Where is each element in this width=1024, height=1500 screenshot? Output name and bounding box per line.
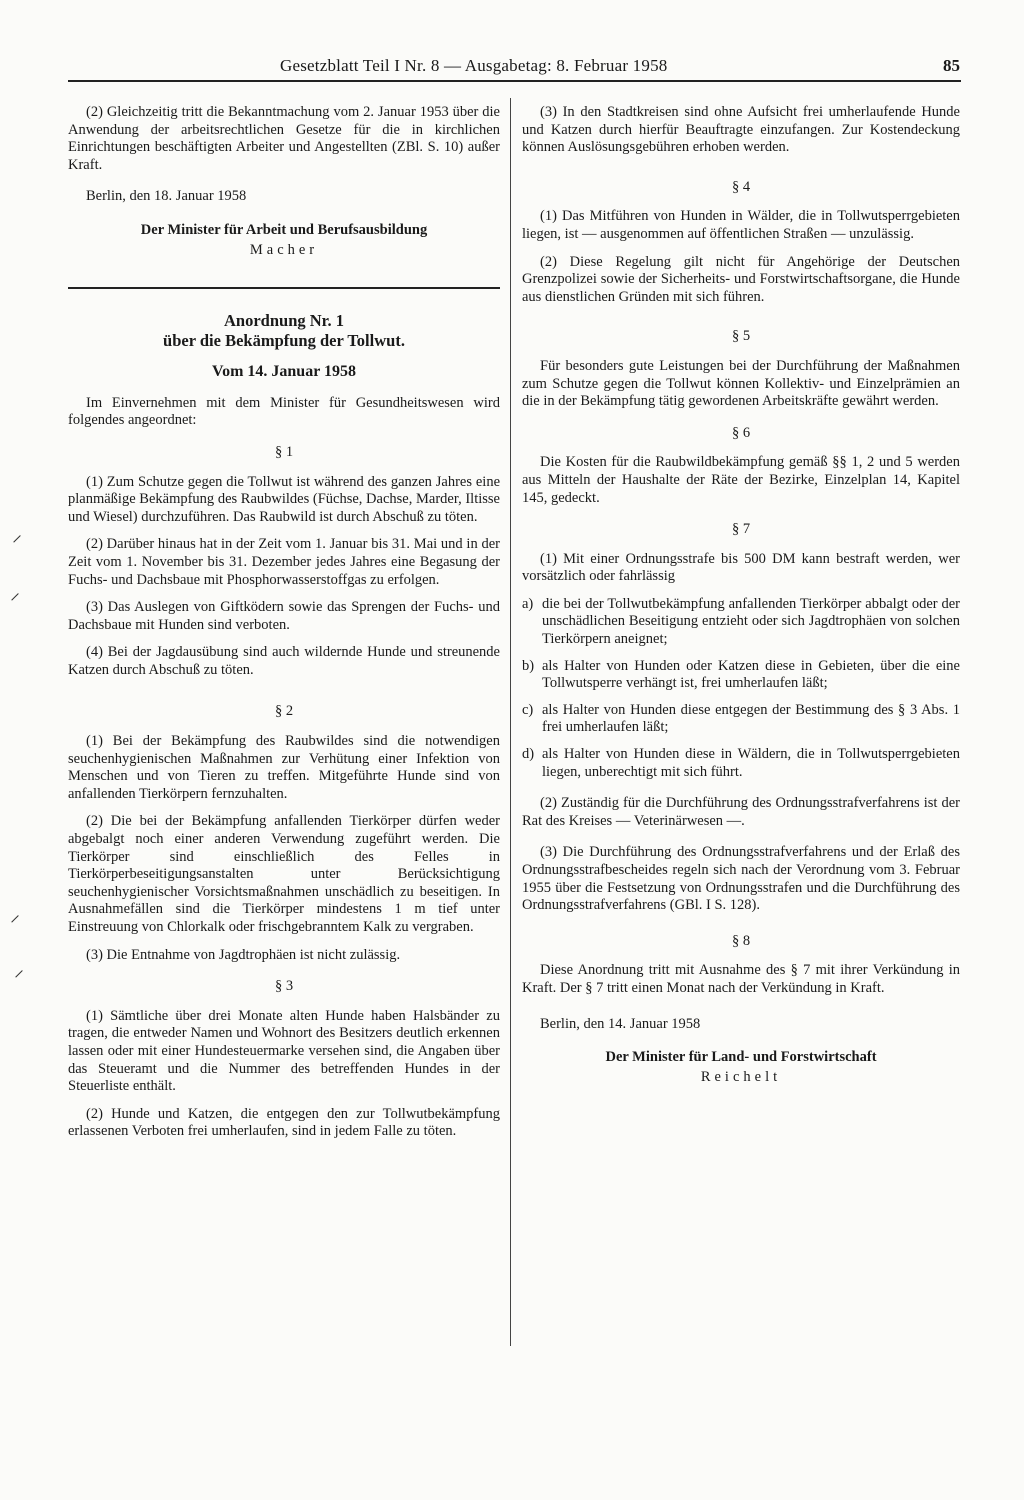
left-column (68, 104, 500, 1151)
paragraph: Die Kosten für die Raubwildbekämpfung gemäß §§ 1, 2 und 5 werden aus Mitteln der Haushalte der Räte der Bezirke, Einzelplan 14, Kapitel 145, gedeckt. (522, 454, 960, 506)
section-heading: § 8 (731, 932, 751, 949)
minister-title: Der Minister für Land- und Forstwirtschaft (605, 1049, 877, 1066)
paragraph: (1) Sämtliche über drei Monate alten Hunde haben Halsbänder zu tragen, die entweder Namen und Wohnort des Besitzers deutlich erkennen lassen oder mit einer Hundesteuermarke versehen sind, die Angaben über das Steueramt und die Nummer des betreffenden Hundes in der Steuerliste enthält. (68, 1007, 500, 1095)
paragraph: (3) In den Stadtkreisen sind ohne Aufsicht frei umherlaufende Hunde und Katzen durch hierfür Beauftragte einzufangen. Zur Kostendeckung können Auslösungsgebühren erhoben werden. (522, 104, 960, 156)
list-item (522, 746, 960, 781)
paragraph: Diese Anordnung tritt mit Ausnahme des § 7 mit ihrer Verkündung in Kraft. Der § 7 tritt einen Monat nach der Verkündung in Kraft. (522, 962, 960, 996)
page-header (250, 56, 960, 82)
minister-title: Der Minister für Arbeit und Berufsausbildung (140, 221, 428, 238)
header-title: Gesetzblatt Teil I Nr. 8 — Ausgabetag: 8. Februar 1958 (280, 56, 668, 75)
paragraph: (1) Das Mitführen von Hunden in Wälder, die in Tollwutsperrgebieten liegen, ist — ausgenommen auf öffentlichen Straßen — unzulässig. (522, 208, 960, 242)
list-item (522, 702, 960, 737)
minister-name: Macher (249, 241, 319, 258)
header-rule (68, 80, 961, 82)
paragraph: (2) Darüber hinaus hat in der Zeit vom 1. Januar bis 31. Mai und in der Zeit vom 1. November bis 31. Dezember jedes Jahres eine Begasung der Fuchs- und Dachsbaue mit Phosphorwasserstoffgas zu erfolgen. (68, 536, 500, 588)
paragraph: (1) Bei der Bekämpfung des Raubwildes sind die notwendigen seuchenhygienischen Maßnahmen zur Verhütung einer Infektion von Menschen und von Tieren zu treffen. Mitgeführte Hunde sind von anfallenden Tierkörpern fernzuhalten. (68, 733, 500, 802)
order-title-subject: über die Bekämpfung der Tollwut. (163, 331, 405, 351)
page-number: 85 (943, 56, 960, 75)
paragraph: (2) Diese Regelung gilt nicht für Angehörige der Deutschen Grenzpolizei sowie der Sicherheits- und Forstwirtschaftsorgane, die Hunde aus dienstlichen Gründen mit sich führen. (522, 253, 960, 305)
list-item-text: als Halter von Hunden diese in Wäldern, die in Tollwutsperrgebieten liegen, unberechtigt mit sich führt. (542, 746, 960, 780)
section-heading: § 2 (274, 703, 294, 720)
paragraph: (2) Hunde und Katzen, die entgegen den zur Tollwutbekämpfung erlassenen Verboten frei umherlaufen, sind in jedem Falle zu töten. (68, 1105, 500, 1140)
minister-name: Reichelt (700, 1068, 782, 1085)
list-item-label: d) (522, 746, 535, 763)
section-heading: § 1 (274, 443, 294, 460)
list-item (522, 596, 960, 649)
paragraph: (2) Gleichzeitig tritt die Bekanntmachung vom 2. Januar 1953 über die Anwendung der arbeitsrechtlichen Gesetze für die in kirchlichen Einrichtungen beschäftigten Arbeiter und Angestellten (ZBl. S. 10) außer Kraft. (68, 104, 500, 173)
order-title: Anordnung Nr. 1 (224, 311, 344, 331)
order-date: Vom 14. Januar 1958 (211, 363, 357, 381)
margin-mark: ⸝ (10, 902, 20, 926)
paragraph: Für besonders gute Leistungen bei der Durchführung der Maßnahmen zum Schutze gegen die Tollwut können Kollektiv- und Einzelprämien an die in der Bekämpfung tätig gewordenen Arbeitskräfte gewährt werden. (522, 357, 960, 410)
margin-mark: ⸝ (10, 580, 20, 604)
list-item (522, 658, 960, 693)
section-heading: § 4 (731, 178, 751, 195)
intro-paragraph: Im Einvernehmen mit dem Minister für Gesundheitswesen wird folgendes angeordnet: (68, 394, 500, 429)
section-rule (68, 287, 500, 289)
right-column (522, 104, 960, 1086)
list-item-text: die bei der Tollwutbekämpfung anfallenden Tierkörper abbalgt oder der unschädlichen Beseitigung entzieht oder sich Jagdtrophäen von solchen Tierkörpern aneignet; (542, 595, 960, 648)
list-item-text: als Halter von Hunden diese entgegen der Bestimmung des § 3 Abs. 1 frei umherlaufen läßt; (542, 701, 960, 736)
list-item-label: b) (522, 657, 535, 674)
list-item-text: als Halter von Hunden oder Katzen diese in Gebieten, über die eine Tollwutsperre verhängt ist, frei umherlaufen läßt; (542, 657, 960, 692)
column-divider (510, 98, 511, 1346)
paragraph: (4) Bei der Jagdausübung sind auch wildernde Hunde und streunende Katzen durch Abschuß zu töten. (68, 644, 500, 678)
paragraph: (3) Die Durchführung des Ordnungsstrafverfahrens und der Erlaß des Ordnungsstrafbescheides regeln sich nach der Verordnung vom 3. Februar 1955 über die Festsetzung von Ordnungsstrafen und die Durchführung des Ordnungsstrafverfahrens (GBl. I S. 128). (522, 844, 960, 914)
paragraph: (1) Zum Schutze gegen die Tollwut ist während des ganzen Jahres eine planmäßige Bekämpfung des Raubwildes (Füchse, Dachse, Marder, Iltisse und Wiesel) durchzuführen. Das Raubwild ist durch Abschuß zu töten. (68, 473, 500, 525)
margin-mark: ⸝ (12, 522, 22, 546)
list-item-label: a) (522, 595, 534, 612)
section-heading: § 7 (731, 521, 751, 538)
paragraph: (2) Zuständig für die Durchführung des Ordnungsstrafverfahrens ist der Rat des Kreises — Veterinärwesen —. (522, 795, 960, 829)
paragraph: (3) Das Auslegen von Giftködern sowie das Sprengen der Fuchs- und Dachsbaue mit Hunden sind verboten. (68, 599, 500, 633)
place-date: Berlin, den 14. Januar 1958 (540, 1015, 701, 1032)
section-heading: § 3 (274, 978, 294, 995)
section-heading: § 6 (731, 424, 751, 441)
margin-mark: ⸝ (14, 957, 24, 981)
list-item-label: c) (522, 701, 534, 718)
section-heading: § 5 (731, 328, 751, 345)
paragraph: (1) Mit einer Ordnungsstrafe bis 500 DM kann bestraft werden, wer vorsätzlich oder fahrlässig (522, 550, 960, 585)
paragraph: (3) Die Entnahme von Jagdtrophäen ist nicht zulässig. (86, 946, 401, 963)
paragraph: (2) Die bei der Bekämpfung anfallenden Tierkörper dürfen weder abgebalgt noch einer anderen Verwendung zugeführt werden. Die Tierkörper sind einschließlich des Felles in Tierkörperbeseitigungsanstalten unter Berücksichtigung seuchenhygienischer Vorsichtsmaßnahmen unschädlich zu beseitigen. In Ausnahmefällen sind die Tierkörper mindestens 1 m tief unter Einstreuung von Chlorkalk oder frischgebranntem Kalk zu vergraben. (68, 813, 500, 935)
place-date: Berlin, den 18. Januar 1958 (86, 188, 247, 205)
